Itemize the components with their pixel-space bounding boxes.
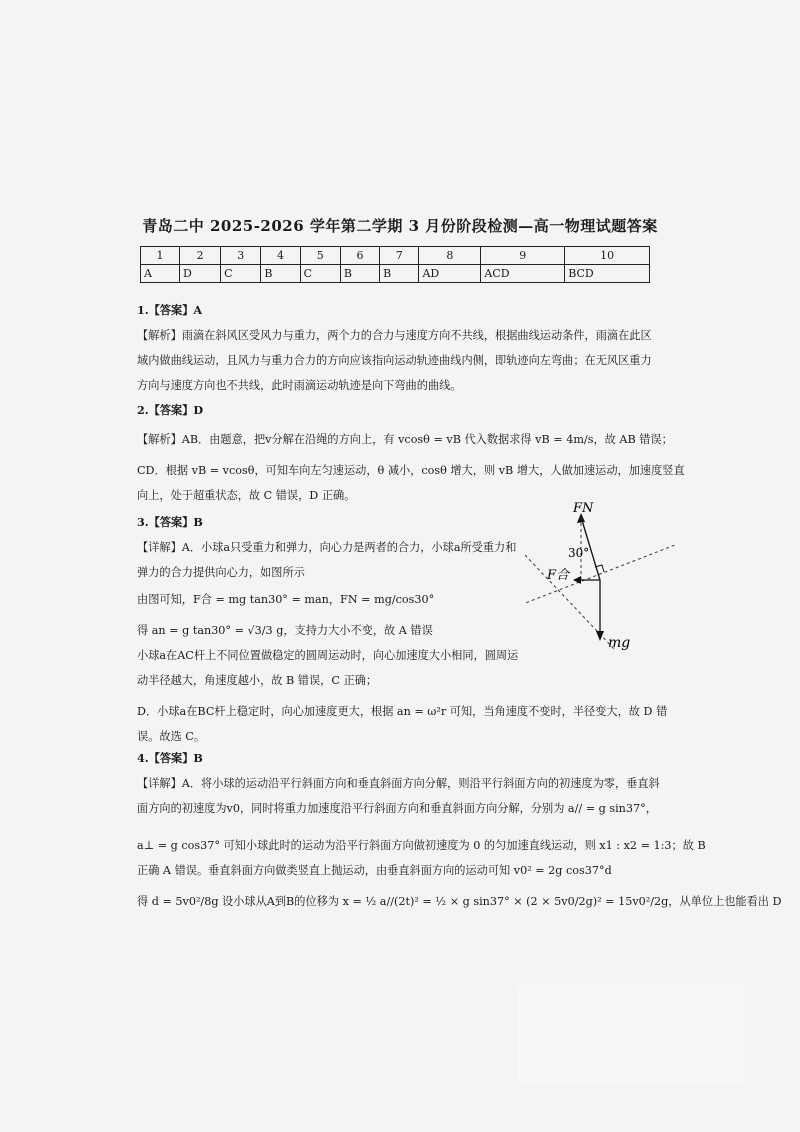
question-number: 2 <box>179 247 220 265</box>
q3-line: 【详解】A．小球a只受重力和弹力，向心力是两者的合力，小球a所受重力和 <box>137 541 517 554</box>
q3-line: 动半径越大，角速度越小，故 B 错误，C 正确； <box>137 674 378 687</box>
question-number: 1 <box>141 247 180 265</box>
q1-line: 方向与速度方向也不共线，此时雨滴运动轨迹是向下弯曲的曲线。 <box>137 379 462 392</box>
q4-line: 【详解】A．将小球的运动沿平行斜面方向和垂直斜面方向分解，则沿平行斜面方向的初速度为零，垂直斜 <box>137 777 660 790</box>
q1-heading: 1.【答案】A <box>137 303 203 317</box>
answer-cell: C <box>221 265 261 283</box>
page-title: 青岛二中 2025-2026 学年第二学期 3 月份阶段检测—高一物理试题答案 <box>142 217 658 235</box>
q4-line: 面方向的初速度为v0，同时将重力加速度沿平行斜面方向和垂直斜面方向分解，分别为 a// = g sin37°， <box>137 802 657 815</box>
mg-label: mg <box>608 635 631 651</box>
fnet-label: F合 <box>547 568 570 583</box>
q4-section <box>137 746 782 914</box>
question-number: 4 <box>261 247 300 265</box>
q2-line: CD．根据 vB = vcosθ，可知车向左匀速运动，θ 减小，cosθ 增大，则 vB 增大，人做加速运动，加速度竖直 <box>137 464 685 477</box>
answer-cell: B <box>380 265 419 283</box>
q1-line: 【解析】雨滴在斜风区受风力与重力，两个力的合力与速度方向不共线，根据曲线运动条件，雨滴在此区 <box>137 329 652 342</box>
answer-cell: A <box>141 265 180 283</box>
answer-cell: B <box>261 265 300 283</box>
question-number: 7 <box>380 247 419 265</box>
fn-label: FN <box>573 501 594 516</box>
q3-line: D．小球a在BC杆上稳定时，向心加速度更大，根据 an = ω²r 可知，当角速度不变时，半径变大，故 D 错 <box>137 705 668 718</box>
answer-cell: D <box>179 265 220 283</box>
q4-heading: 4.【答案】B <box>137 751 203 765</box>
q2-heading: 2.【答案】D <box>137 403 204 417</box>
question-number: 6 <box>340 247 379 265</box>
q3-line: 误。故选 C。 <box>137 730 206 743</box>
q1-section <box>137 298 657 398</box>
q4-line: 得 d = 5v0²/8g 设小球从A到B的位移为 x = ½ a//(2t)² = ½ × g sin37° × (2 × 5v0/2g)² = 15v0²/2g，从单位上也能看出 D <box>137 895 782 908</box>
answer-cell: B <box>340 265 379 283</box>
question-number: 8 <box>419 247 481 265</box>
q2-line: 向上，处于超重状态，故 C 错误，D 正确。 <box>137 489 356 502</box>
question-number: 9 <box>481 247 565 265</box>
question-number: 3 <box>221 247 261 265</box>
q3-line: 小球a在AC杆上不同位置做稳定的圆周运动时，向心加速度大小相同，圆周运 <box>137 649 519 662</box>
q3-line: 得 an = g tan30° = √3/3 g，支持力大小不变，故 A 错误 <box>137 624 433 637</box>
answer-cell: C <box>300 265 340 283</box>
q2-line: 【解析】AB．由题意，把v分解在沿绳的方向上，有 vcosθ = vB 代入数据求得 vB = 4m/s，故 AB 错误； <box>137 433 673 446</box>
force-diagram <box>525 495 675 665</box>
q3-heading: 3.【答案】B <box>137 515 203 529</box>
answer-cell: BCD <box>565 265 650 283</box>
answer-cell: ACD <box>481 265 565 283</box>
blank-patch <box>518 985 743 1085</box>
q1-line: 域内做曲线运动，且风力与重力合力的方向应该指向运动轨迹曲线内侧，即轨迹向左弯曲；在无风区重力 <box>137 354 652 367</box>
question-number: 5 <box>300 247 340 265</box>
angle-label: 30° <box>568 546 590 560</box>
q2-section <box>137 398 685 508</box>
answer-table <box>140 246 650 283</box>
answer-table-answers-row <box>141 265 650 283</box>
question-number: 10 <box>565 247 650 265</box>
answer-table-numbers-row <box>141 247 650 265</box>
q4-line: 正确 A 错误。垂直斜面方向做类竖直上抛运动，由垂直斜面方向的运动可知 v0² = 2g cos37°d <box>137 864 612 877</box>
q3-line: 弹力的合力提供向心力，如图所示 <box>137 566 305 579</box>
q3-line: 由图可知，F合 = mg tan30° = man，FN = mg/cos30° <box>137 593 435 606</box>
mg-arrowhead-icon <box>596 631 604 641</box>
answer-cell: AD <box>419 265 481 283</box>
q4-line: a⊥ = g cos37° 可知小球此时的运动为沿平行斜面方向做初速度为 0 的匀加速直线运动，则 x1 : x2 = 1:3；故 B <box>137 839 706 852</box>
